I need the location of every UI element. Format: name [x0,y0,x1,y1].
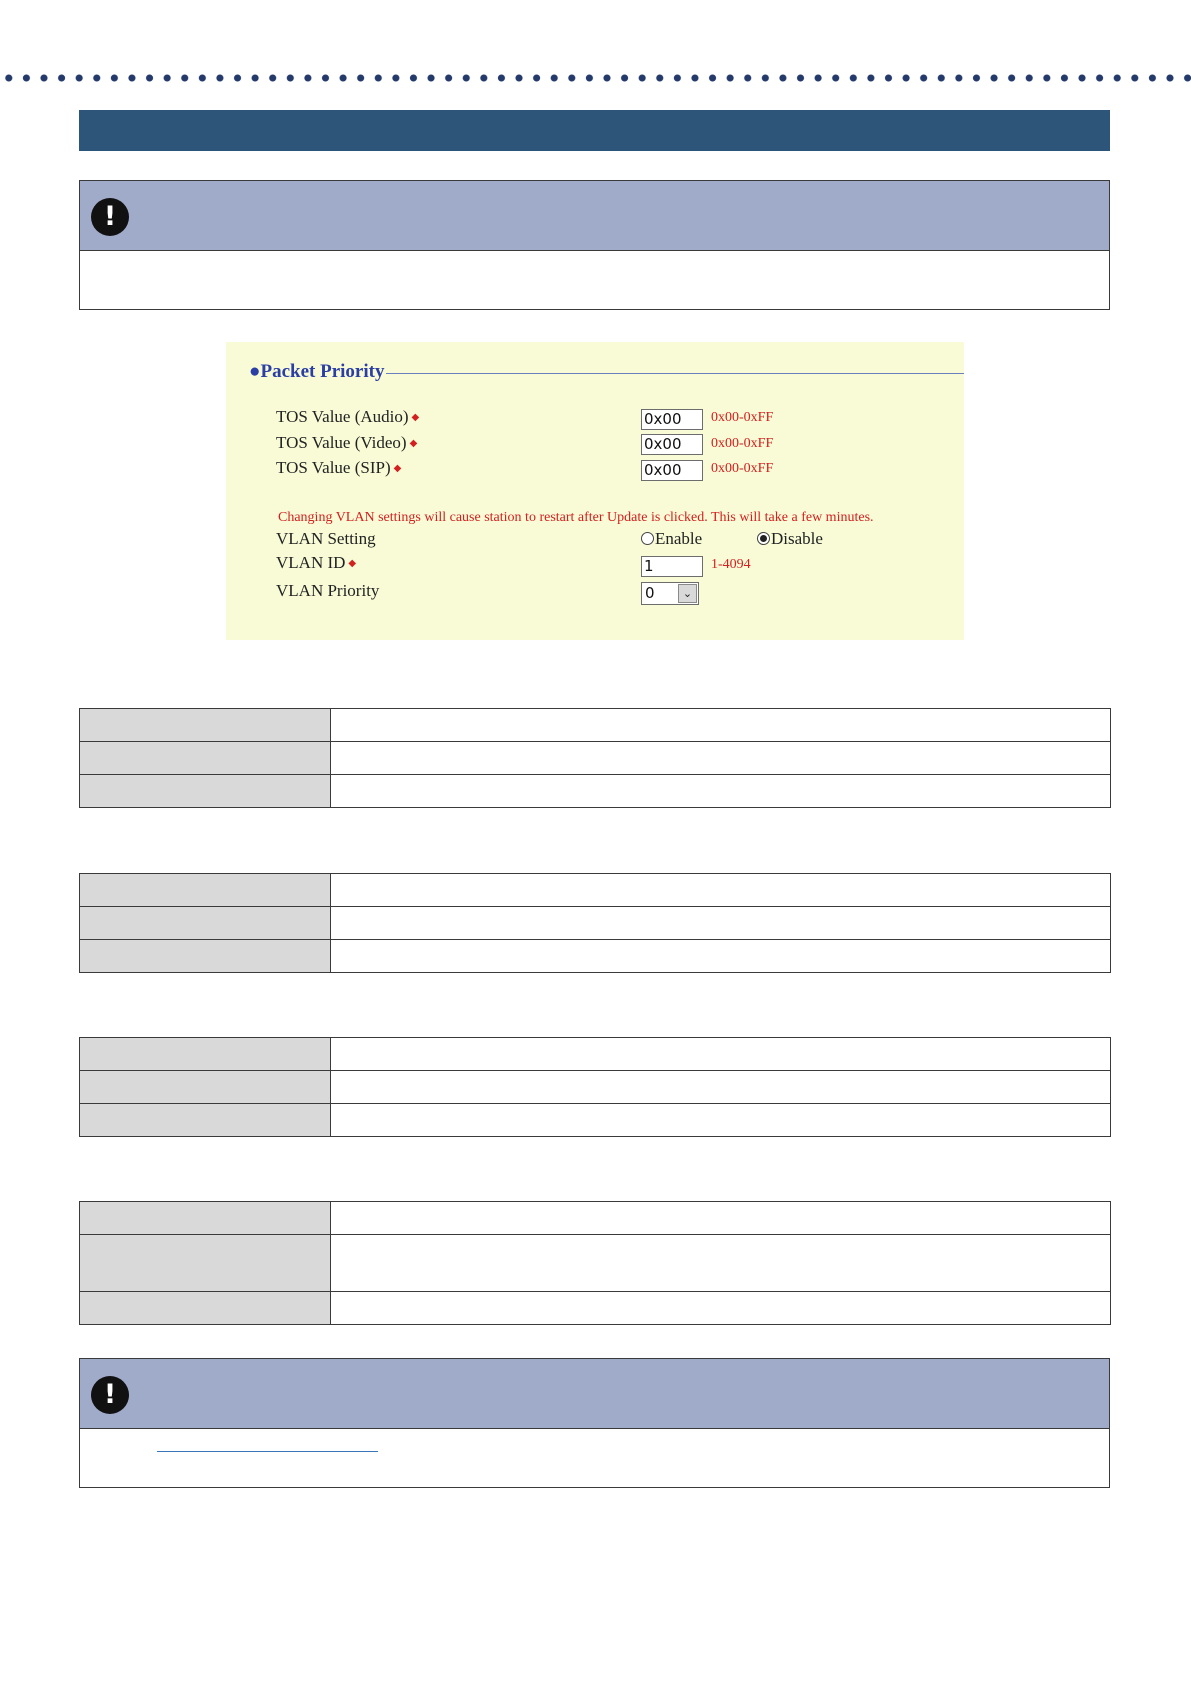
tos-video-input[interactable]: 0x00 [641,434,703,455]
note-header [80,1359,1109,1429]
table-key-cell [80,1104,331,1137]
reference-link[interactable] [157,1451,378,1452]
table-value-cell [331,1202,1111,1235]
packet-priority-panel [226,342,964,640]
note-body [80,1429,1109,1487]
vlan-id-range: 1-4094 [711,557,751,572]
title-rule [386,373,964,374]
settings-table-2 [79,873,1111,973]
tos-sip-range: 0x00-0xFF [711,461,774,476]
tos-sip-input[interactable]: 0x00 [641,460,703,481]
table-value-cell [331,1104,1111,1137]
settings-table-1 [79,708,1111,808]
panel-title: ●Packet Priority [249,361,385,382]
tos-video-range: 0x00-0xFF [711,436,774,451]
table-row [80,907,1111,940]
table-value-cell [331,709,1111,742]
exclamation-icon: ! [91,198,129,236]
vlan-priority-value: 0 [645,584,655,602]
required-marker: ◆ [411,412,420,423]
required-marker: ◆ [409,438,418,449]
table-row [80,1235,1111,1292]
table-row [80,1071,1111,1104]
table-row [80,1104,1111,1137]
table-key-cell [80,1071,331,1104]
tos-video-label: TOS Value (Video) ◆ [276,433,418,452]
table-row [80,874,1111,907]
vlan-priority-label: VLAN Priority [276,581,380,600]
table-value-cell [331,874,1111,907]
dotted-divider [0,73,1191,83]
table-value-cell [331,1038,1111,1071]
chevron-down-icon[interactable]: ⌄ [678,584,697,603]
table-key-cell [80,907,331,940]
table-row [80,1038,1111,1071]
tos-sip-label: TOS Value (SIP) ◆ [276,458,402,477]
table-row [80,775,1111,808]
table-row [80,742,1111,775]
vlan-id-input[interactable]: 1 [641,556,703,577]
table-row [80,709,1111,742]
table-value-cell [331,907,1111,940]
exclamation-icon: ! [91,1376,129,1414]
table-row [80,1202,1111,1235]
table-value-cell [331,1235,1111,1292]
vlan-setting-label: VLAN Setting [276,529,376,548]
important-note-box [79,180,1110,310]
table-key-cell [80,1235,331,1292]
table-key-cell [80,940,331,973]
required-marker: ◆ [393,463,402,474]
table-key-cell [80,1292,331,1325]
vlan-warning-text: Changing VLAN settings will cause station to restart after Update is clicked. This will take a few minutes. [278,510,874,525]
radio-selected-icon [757,532,770,545]
table-row [80,940,1111,973]
vlan-id-label: VLAN ID ◆ [276,553,357,572]
vlan-priority-select[interactable] [641,582,699,605]
table-value-cell [331,742,1111,775]
section-header-bar [79,110,1110,151]
radio-button-icon [641,532,654,545]
table-value-cell [331,1292,1111,1325]
tos-audio-input[interactable]: 0x00 [641,409,703,430]
table-value-cell [331,775,1111,808]
settings-table-3 [79,1037,1111,1137]
vlan-disable-radio[interactable]: Disable [757,529,823,549]
important-note-box [79,1358,1110,1488]
table-row [80,1292,1111,1325]
table-key-cell [80,1038,331,1071]
note-header [80,181,1109,251]
note-body [80,251,1109,309]
tos-audio-label: TOS Value (Audio) ◆ [276,407,420,426]
table-key-cell [80,1202,331,1235]
table-value-cell [331,1071,1111,1104]
vlan-enable-radio[interactable]: Enable [641,529,702,549]
table-key-cell [80,874,331,907]
required-marker: ◆ [348,558,357,569]
table-key-cell [80,775,331,808]
table-key-cell [80,742,331,775]
settings-table-4 [79,1201,1111,1325]
tos-audio-range: 0x00-0xFF [711,410,774,425]
table-key-cell [80,709,331,742]
table-value-cell [331,940,1111,973]
